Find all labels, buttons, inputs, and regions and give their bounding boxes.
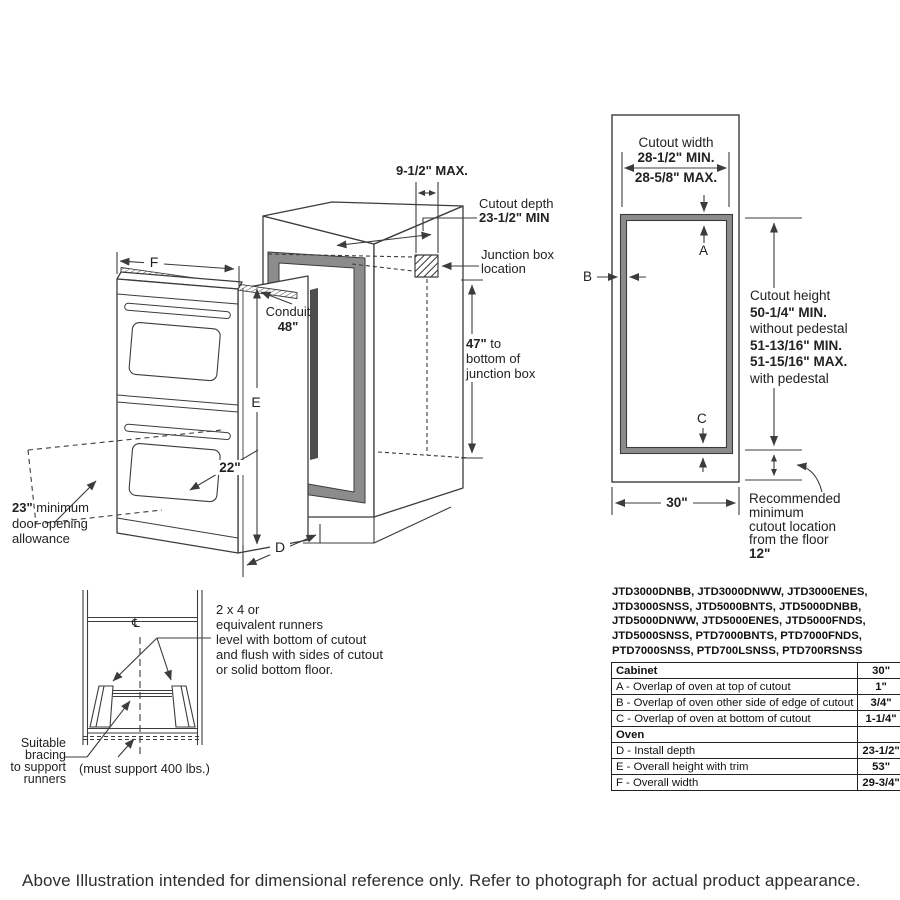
model-number-list [612, 585, 868, 659]
table-row: A - Overlap of oven at top of cutout 1" [612, 679, 900, 695]
table-row: Oven [612, 727, 900, 743]
lower-oven-window [129, 443, 221, 502]
model-line: JTD5000SNSS, PTD7000BNTS, PTD7000FNDS, [612, 630, 862, 643]
model-line: JTD5000DNWW, JTD5000ENES, JTD5000FNDS, [612, 615, 866, 628]
dim-e-label: E [247, 394, 265, 410]
junction-box [415, 255, 438, 277]
table-row: Cabinet 30" [612, 663, 900, 679]
right-runner [172, 686, 195, 727]
cutout-height-note: Cutout height 50-1/4" MIN. without pedestal 51-13/16" MIN. 51-15/16" MAX. with pedestal [750, 288, 848, 386]
floor-location-note: Recommended minimum cutout location from the floor 12" [749, 491, 841, 562]
table-row: C - Overlap of oven at bottom of cutout 1-1/4" [612, 711, 900, 727]
label-c: C [697, 411, 707, 426]
iso-drawing [28, 182, 483, 577]
oven-front-face [117, 279, 238, 553]
table-row: E - Overall height with trim 53" [612, 759, 900, 775]
cutout-width-max: 28-5/8" MAX. [634, 170, 718, 185]
gasket-gray-band [624, 218, 730, 451]
width-30-label: 30" [661, 495, 693, 510]
table-row: B - Overlap of oven other side of edge of cutout 3/4" [612, 695, 900, 711]
dim-22-label: 22" [215, 460, 245, 475]
table-row: F - Overall width 29-3/4" [612, 775, 900, 791]
bracing-note: Suitable bracing to support runners [10, 736, 66, 786]
conduit-label: Conduit 48" [265, 304, 311, 334]
dim-f-label: F [144, 254, 164, 270]
upper-oven-window [129, 322, 221, 381]
model-line: PTD7000SNSS, PTD700LSNSS, PTD700RSNSS [612, 644, 863, 657]
model-line: JTD3000DNBB, JTD3000DNWW, JTD3000ENES, [612, 586, 868, 598]
runner-note: 2 x 4 or equivalent runners level with bottom of cutout and flush with sides of cutout or solid bottom floor. [216, 602, 383, 677]
junction-height-label: 47" to bottom of junction box [466, 336, 536, 382]
reference-caption: Above Illustration intended for dimensional reference only. Refer to photograph for actual product appearance. [22, 871, 861, 890]
dimension-spec-table [611, 662, 900, 791]
cutout-width-label: Cutout width [638, 135, 714, 150]
centerline-symbol: ℄ [132, 616, 140, 630]
model-line: JTD3000SNSS, JTD5000BNTS, JTD5000DNBB, [612, 600, 862, 613]
cutout-depth-label: Cutout depth 23-1/2" MIN [479, 196, 554, 225]
cabinet-right-face [374, 206, 463, 517]
max-depth-label: 9-1/2" MAX. [396, 163, 468, 178]
label-a: A [699, 243, 709, 258]
dim-d-label: D [270, 539, 290, 555]
junction-box-label: Junction box location [481, 247, 554, 276]
cutout-width-min: 28-1/2" MIN. [637, 150, 715, 165]
label-b: B [583, 269, 593, 284]
door-opening-note: 23" minimum door opening allowance [12, 500, 89, 546]
table-row: D - Install depth 23-1/2" [612, 743, 900, 759]
support-note: (must support 400 lbs.) [79, 761, 210, 776]
left-runner [90, 686, 113, 727]
